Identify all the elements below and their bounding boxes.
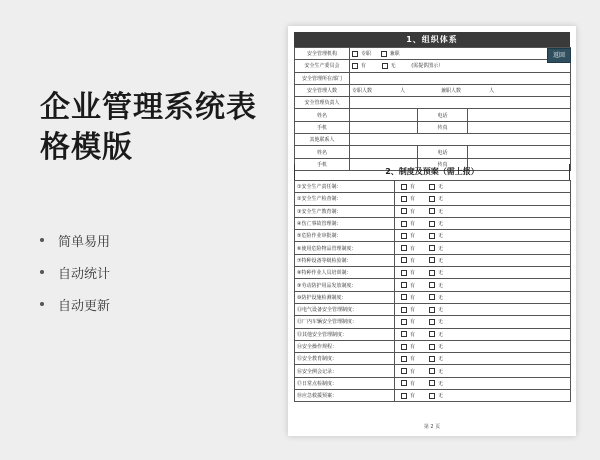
opt-label: 有 <box>410 356 416 363</box>
rule-label: ⑫厂内车辆安全管理制度： <box>295 316 395 328</box>
rule-options <box>395 328 571 340</box>
opt-yes[interactable] <box>401 270 415 276</box>
back-button[interactable]: 返回 <box>547 48 571 63</box>
rule-label: ③安全生产教育制： <box>295 205 395 217</box>
rule-row <box>295 193 571 205</box>
rule-label: ①安全生产责任制： <box>295 181 395 193</box>
checkbox-icon <box>429 270 435 276</box>
opt-no[interactable] <box>429 295 443 301</box>
org-row <box>295 84 571 96</box>
rule-options <box>395 390 571 402</box>
phone-value[interactable] <box>468 109 571 121</box>
feature-item <box>40 232 110 248</box>
checkbox-icon <box>429 282 435 288</box>
opt-no[interactable] <box>429 283 443 289</box>
opt-no[interactable] <box>429 319 443 325</box>
options-cell <box>350 48 571 60</box>
feature-list <box>40 232 110 328</box>
bullet-icon <box>40 238 44 242</box>
opt-no[interactable] <box>429 270 443 276</box>
checkbox-icon <box>401 294 407 300</box>
opt-no[interactable] <box>429 369 443 375</box>
checkbox-icon <box>429 184 435 190</box>
page-number: 第 2 页 <box>423 424 441 430</box>
checkbox-icon <box>382 63 388 69</box>
opt-label: 有 <box>410 319 416 326</box>
opt-label: 无 <box>438 307 444 314</box>
opt-label: 有 <box>410 368 416 375</box>
checkbox-icon <box>401 184 407 190</box>
opt-parttime[interactable] <box>381 51 400 57</box>
opt-yes[interactable] <box>401 221 415 227</box>
opt-yes[interactable] <box>401 258 415 264</box>
rule-label: ⑤危险作业审批制： <box>295 230 395 242</box>
rule-row <box>295 242 571 254</box>
checkbox-icon <box>401 319 407 325</box>
name-value[interactable] <box>350 109 418 121</box>
checkbox-icon <box>401 344 407 350</box>
opt-yes[interactable] <box>401 184 415 190</box>
opt-yes[interactable] <box>401 295 415 301</box>
opt-yes[interactable] <box>401 196 415 202</box>
rule-row <box>295 377 571 389</box>
checkbox-icon <box>429 356 435 362</box>
checkbox-icon <box>429 307 435 313</box>
opt-fulltime[interactable] <box>352 51 371 57</box>
rules-table <box>294 180 571 402</box>
opt-label: 有 <box>410 221 416 228</box>
opt-label: 有 <box>410 282 416 289</box>
promo-title <box>40 88 280 168</box>
checkbox-icon <box>401 208 407 214</box>
org-row <box>295 121 571 133</box>
opt-label: 无 <box>438 233 444 240</box>
rule-label: ⑪电气设备安全管理制度： <box>295 303 395 315</box>
opt-no[interactable] <box>429 307 443 313</box>
checkbox-icon <box>429 344 435 350</box>
opt-no[interactable] <box>429 356 443 362</box>
checkbox-icon <box>401 233 407 239</box>
checkbox-icon <box>401 282 407 288</box>
fax-label: 传真 <box>418 121 468 133</box>
row-label: 安全管理人数 <box>295 84 350 96</box>
checkbox-icon <box>401 221 407 227</box>
rule-label: ⑦特种设备等级检验制： <box>295 254 395 266</box>
rule-row <box>295 316 571 328</box>
checkbox-icon <box>429 368 435 374</box>
rule-label: ⑩防护设施检测制度： <box>295 291 395 303</box>
checkbox-icon <box>429 221 435 227</box>
row-label: 安全生产委员会 <box>295 60 350 72</box>
mobile-value[interactable] <box>350 121 418 133</box>
opt-label: 有 <box>410 245 416 252</box>
opt-label: 有 <box>410 257 416 264</box>
feature-item <box>40 296 110 312</box>
checkbox-icon <box>401 331 407 337</box>
rule-row <box>295 230 571 242</box>
checkbox-icon <box>401 245 407 251</box>
opt-label: 有 <box>410 270 416 277</box>
rule-row <box>295 365 571 377</box>
rule-options <box>395 267 571 279</box>
opt-label: 无 <box>438 221 444 228</box>
opt-yes[interactable] <box>401 319 415 325</box>
rule-label: ⑱应急救援预案： <box>295 390 395 402</box>
document-page <box>288 26 576 436</box>
opt-label: 有 <box>410 294 416 301</box>
opt-no[interactable] <box>429 233 443 239</box>
feature-label: 简单易用 <box>58 234 111 250</box>
rule-row <box>295 279 571 291</box>
opt-label: 无 <box>438 282 444 289</box>
opt-label: 无 <box>390 63 396 70</box>
rule-row <box>295 328 571 340</box>
rule-options <box>395 377 571 389</box>
rule-label: ⑯安全例会记录： <box>295 365 395 377</box>
fulltime-count-label: 专职人数 <box>352 88 373 95</box>
section2-header: 2、制度及预案（需上报） <box>294 164 570 180</box>
opt-label: 兼职 <box>389 51 400 58</box>
unit: 人 <box>489 88 495 95</box>
phone-label: 电话 <box>418 109 468 121</box>
rule-options <box>395 365 571 377</box>
checkbox-icon <box>429 294 435 300</box>
opt-yes[interactable] <box>401 283 415 289</box>
rule-row <box>295 291 571 303</box>
opt-yes[interactable] <box>401 233 415 239</box>
mobile-label: 手机 <box>295 121 350 133</box>
org-row <box>295 60 571 72</box>
rule-row <box>295 217 571 229</box>
row-label: 安全管理所在部门 <box>295 72 350 84</box>
org-table <box>294 47 571 171</box>
opt-label: 有 <box>410 344 416 350</box>
rule-row <box>295 181 571 193</box>
opt-no[interactable] <box>382 63 396 69</box>
opt-yes[interactable] <box>401 344 415 350</box>
opt-label: 无 <box>438 393 444 400</box>
checkbox-icon <box>429 380 435 386</box>
rule-options <box>395 316 571 328</box>
opt-yes[interactable] <box>401 332 415 338</box>
rule-options <box>395 181 571 193</box>
opt-label: 有 <box>410 208 416 215</box>
feature-item <box>40 264 110 280</box>
rule-row <box>295 303 571 315</box>
name-value[interactable] <box>350 146 418 158</box>
rule-options <box>395 353 571 365</box>
row-label: 其他联系人 <box>295 134 350 146</box>
opt-label: 无 <box>438 257 444 264</box>
opt-yes[interactable] <box>352 63 366 69</box>
rule-row <box>295 353 571 365</box>
promo-panel <box>40 88 280 168</box>
rule-row <box>295 254 571 266</box>
opt-label: 无 <box>438 208 444 215</box>
title-line-2: 格模版 <box>40 130 133 165</box>
feature-label: 自动统计 <box>58 266 111 282</box>
opt-label: 无 <box>438 319 444 326</box>
rule-label: ⑭安全操作规程： <box>295 340 395 352</box>
opt-label: 无 <box>438 245 444 252</box>
opt-label: 无 <box>438 368 444 375</box>
opt-yes[interactable] <box>401 246 415 252</box>
rule-options <box>395 242 571 254</box>
org-row <box>295 109 571 121</box>
checkbox-icon <box>429 245 435 251</box>
opt-yes[interactable] <box>401 381 415 387</box>
opt-no[interactable] <box>429 221 443 227</box>
opt-no[interactable] <box>429 381 443 387</box>
checkbox-icon <box>429 319 435 325</box>
opt-yes[interactable] <box>401 369 415 375</box>
name-label: 姓名 <box>295 146 350 158</box>
feature-label: 自动更新 <box>58 298 111 314</box>
checkbox-icon <box>401 196 407 202</box>
mobile-label: 手机 <box>295 158 350 170</box>
rule-label: ⑬其他安全管理制度： <box>295 328 395 340</box>
rule-label: ⑮安全教育制度： <box>295 353 395 365</box>
checkbox-icon <box>401 307 407 313</box>
opt-no[interactable] <box>429 393 443 399</box>
org-row <box>295 134 571 146</box>
opt-label: 无 <box>438 294 444 301</box>
opt-label: 无 <box>438 270 444 277</box>
checkbox-icon <box>401 393 407 399</box>
opt-label: 无 <box>438 184 444 191</box>
rule-label: ④伤亡事故管理制： <box>295 217 395 229</box>
opt-no[interactable] <box>429 258 443 264</box>
rule-row <box>295 205 571 217</box>
name-label: 姓名 <box>295 109 350 121</box>
opt-label: 有 <box>410 184 416 191</box>
opt-label: 有 <box>410 233 416 240</box>
checkbox-icon <box>401 257 407 263</box>
opt-no[interactable] <box>429 196 443 202</box>
checkbox-icon <box>429 196 435 202</box>
checkbox-icon <box>429 257 435 263</box>
checkbox-icon <box>352 51 358 57</box>
parttime-count-label: 兼职人数 <box>441 88 462 95</box>
opt-label: 无 <box>438 380 444 387</box>
rule-options <box>395 279 571 291</box>
opt-no[interactable] <box>429 344 443 350</box>
rule-options <box>395 193 571 205</box>
rule-options <box>395 205 571 217</box>
value-cell[interactable] <box>350 97 571 109</box>
checkbox-icon <box>381 51 387 57</box>
rule-options <box>395 254 571 266</box>
rule-label: ⑨劳动防护用品发放制度： <box>295 279 395 291</box>
section1-header: 1、组织体系 <box>294 32 570 47</box>
opt-label: 专职 <box>361 51 372 58</box>
opt-yes[interactable] <box>401 307 415 313</box>
rule-row <box>295 340 571 352</box>
phone-value[interactable] <box>468 146 571 158</box>
opt-label: 有 <box>410 393 416 400</box>
org-row <box>295 97 571 109</box>
checkbox-icon <box>352 63 358 69</box>
row-label: 安全管理负责人 <box>295 97 350 109</box>
opt-no[interactable] <box>429 184 443 190</box>
note: (需提供图示） <box>411 63 444 70</box>
opt-yes[interactable] <box>401 209 415 215</box>
checkbox-icon <box>429 331 435 337</box>
count-cell[interactable] <box>350 84 571 96</box>
rule-label: ⑰日常点检制度： <box>295 377 395 389</box>
checkbox-icon <box>401 368 407 374</box>
opt-no[interactable] <box>429 246 443 252</box>
rule-label: ⑧特种作业人员培训制： <box>295 267 395 279</box>
title-line-1: 企业管理系统表 <box>40 90 257 125</box>
opt-label: 无 <box>438 344 444 350</box>
org-row <box>295 146 571 158</box>
opt-label: 有 <box>410 307 416 314</box>
rule-row <box>295 267 571 279</box>
opt-label: 有 <box>410 196 416 203</box>
rule-row <box>295 390 571 402</box>
bullet-icon <box>40 270 44 274</box>
opt-no[interactable] <box>429 332 443 338</box>
checkbox-icon <box>429 208 435 214</box>
opt-yes[interactable] <box>401 393 415 399</box>
rule-label: ⑥使用危险物品管理制度： <box>295 242 395 254</box>
value-cell[interactable] <box>350 72 571 84</box>
rule-label: ②安全生产检查制： <box>295 193 395 205</box>
opt-label: 无 <box>438 331 444 338</box>
rule-options <box>395 217 571 229</box>
fax-label: 传真 <box>418 158 468 170</box>
opt-label: 无 <box>438 196 444 203</box>
rule-options <box>395 230 571 242</box>
rule-options <box>395 303 571 315</box>
opt-label: 有 <box>410 380 416 387</box>
value-cell[interactable] <box>350 134 571 146</box>
rule-options <box>395 291 571 303</box>
bullet-icon <box>40 302 44 306</box>
row-label: 安全管理机构 <box>295 48 350 60</box>
phone-label: 电话 <box>418 146 468 158</box>
opt-label: 无 <box>438 356 444 363</box>
checkbox-icon <box>429 233 435 239</box>
org-row <box>295 72 571 84</box>
options-cell <box>350 60 571 72</box>
opt-yes[interactable] <box>401 356 415 362</box>
checkbox-icon <box>401 270 407 276</box>
checkbox-icon <box>429 393 435 399</box>
org-row <box>295 48 571 60</box>
opt-no[interactable] <box>429 209 443 215</box>
rule-options <box>395 340 571 352</box>
unit: 人 <box>400 88 406 95</box>
checkbox-icon <box>401 356 407 362</box>
opt-label: 有 <box>410 331 416 338</box>
checkbox-icon <box>401 380 407 386</box>
opt-label: 有 <box>361 63 367 70</box>
fax-value[interactable] <box>468 121 571 133</box>
